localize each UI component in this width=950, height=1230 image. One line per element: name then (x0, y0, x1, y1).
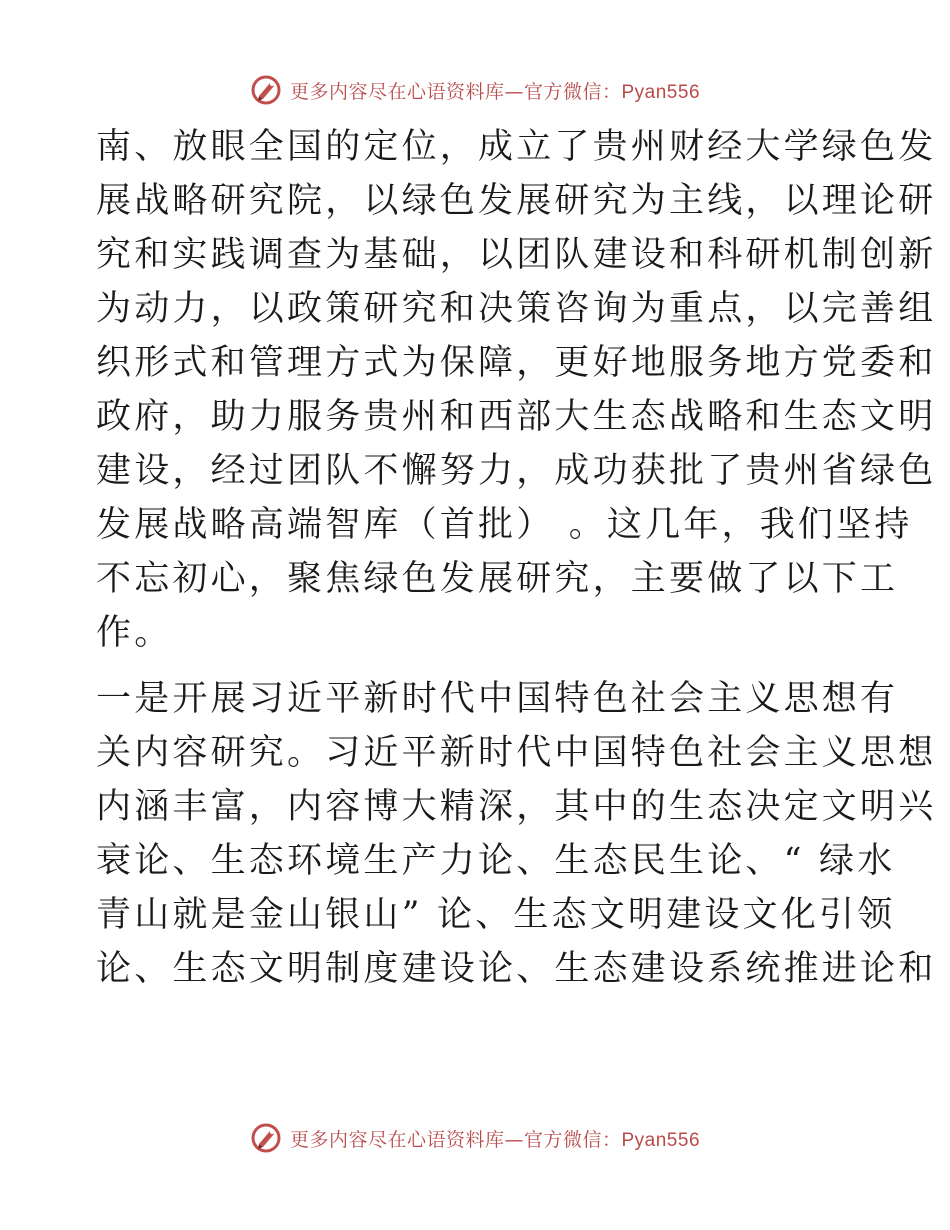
text-line: 建设，经过团队不懈努力，成功获批了贵州省绿色 (96, 451, 937, 491)
footer-banner-text (290, 1125, 700, 1152)
text-line: 展战略研究院，以绿色发展研究为主线，以理论研 (96, 181, 937, 221)
text-line: 青山就是金山银山” 论、生态文明建设文化引领 (96, 895, 896, 935)
text-line: 南、放眼全国的定位，成立了贵州财经大学绿色发 (96, 127, 937, 167)
text-line: 发展战略高端智库（首批） 。这几年，我们坚持 (96, 505, 913, 545)
footer-banner-label: 更多内容尽在心语资料库—官方微信： (289, 1128, 622, 1151)
text-line: 一是开展习近平新时代中国特色社会主义思想有 (96, 679, 899, 719)
header-banner-text (290, 77, 700, 104)
header-wechat-id: Pyan556 (621, 81, 701, 103)
text-line: 究和实践调查为基础，以团队建设和科研机制创新 (96, 235, 937, 275)
text-line: 政府，助力服务贵州和西部大生态战略和生态文明 (96, 397, 937, 437)
text-line: 作。 (96, 613, 173, 653)
document-body (96, 120, 937, 996)
header-banner (0, 70, 950, 110)
paragraph-1 (96, 120, 937, 660)
footer-banner (0, 1118, 950, 1158)
text-line: 关内容研究。习近平新时代中国特色社会主义思想 (96, 733, 937, 773)
pen-logo-icon (250, 74, 282, 106)
text-line: 内涵丰富，内容博大精深，其中的生态决定文明兴 (96, 787, 937, 827)
text-line: 织形式和管理方式为保障，更好地服务地方党委和 (96, 343, 937, 383)
footer-wechat-id: Pyan556 (621, 1129, 701, 1151)
text-line: 衰论、生态环境生产力论、生态民生论、“ 绿水 (96, 841, 896, 881)
paragraph-2 (96, 672, 937, 996)
text-line: 论、生态文明制度建设论、生态建设系统推进论和 (96, 949, 937, 989)
pen-logo-icon (250, 1122, 282, 1154)
text-line: 为动力，以政策研究和决策咨询为重点，以完善组 (96, 289, 937, 329)
header-banner-label: 更多内容尽在心语资料库—官方微信： (289, 80, 622, 103)
text-line: 不忘初心，聚焦绿色发展研究，主要做了以下工 (96, 559, 899, 599)
